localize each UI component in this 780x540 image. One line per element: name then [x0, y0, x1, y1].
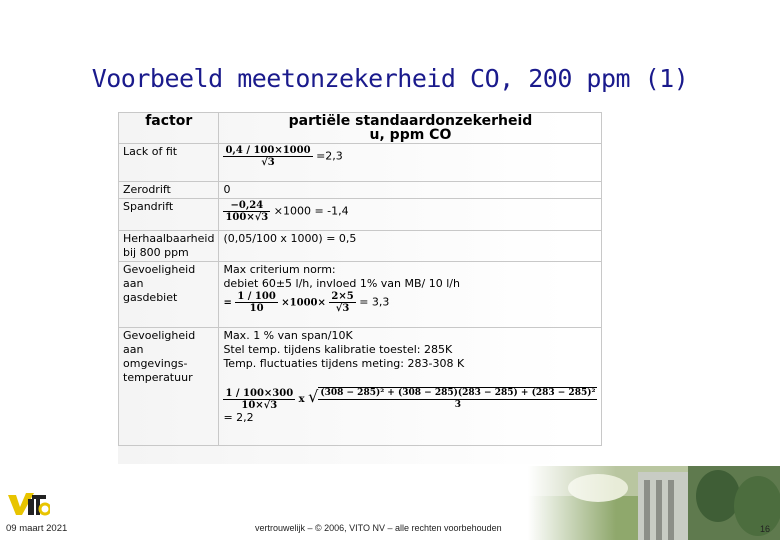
- footer-date: 09 maart 2021: [6, 523, 68, 534]
- herhaal-line2: bij 800 ppm: [123, 246, 189, 259]
- vito-logo: [6, 491, 50, 523]
- gas-eq: =: [223, 297, 232, 309]
- temp-result: = 2,2: [223, 411, 254, 424]
- table-row: [119, 231, 602, 262]
- value-zerodrift: 0: [219, 182, 602, 199]
- temp-numerator-1: 1 / 100×300: [225, 387, 294, 399]
- value-spandrift: [219, 199, 602, 231]
- table-row: [119, 328, 602, 446]
- gas-factor-line2: gasdebiet: [123, 291, 178, 304]
- temp-factor-line2: omgevings-: [123, 357, 188, 370]
- sqrt-icon: √: [308, 387, 319, 406]
- lack-of-fit-numerator: 0,4 / 100×1000: [225, 145, 311, 156]
- table-row: [119, 144, 602, 182]
- gas-fraction-2: [329, 291, 355, 314]
- photo-banner: [528, 466, 780, 540]
- header-factor: factor: [119, 113, 219, 144]
- header-partial: [219, 113, 602, 144]
- vito-logo-icon: [6, 491, 50, 519]
- temp-fraction-2: [318, 387, 597, 411]
- temp-denominator-2: 3: [454, 400, 461, 410]
- gas-numerator-1: 1 / 100: [237, 291, 276, 302]
- value-herhaalbaarheid: (0,05/100 x 1000) = 0,5: [219, 231, 602, 262]
- table-row: [119, 182, 602, 199]
- gas-fraction-1: [235, 291, 277, 314]
- temp-line2: Stel temp. tijdens kalibratie toestel: 285K: [223, 343, 453, 356]
- slide-title: Voorbeeld meetonzekerheid CO, 200 ppm (1): [91, 64, 689, 93]
- herhaal-line1: Herhaalbaarheid: [123, 232, 215, 245]
- factor-spandrift: Spandrift: [119, 199, 219, 231]
- factor-lack-of-fit: Lack of fit: [119, 144, 219, 182]
- uncertainty-table: [118, 112, 602, 446]
- page-number: 16: [760, 524, 771, 534]
- temp-line3: Temp. fluctuaties tijdens meting: 283-308 K: [223, 357, 465, 370]
- factor-zerodrift: Zerodrift: [119, 182, 219, 199]
- table-header-row: [119, 113, 602, 144]
- table-row: [119, 262, 602, 328]
- temp-factor-line1: Gevoeligheid aan: [123, 329, 196, 356]
- gas-line2: debiet 60±5 l/h, invloed 1% van MB/ 10 l/h: [223, 277, 460, 290]
- factor-gasdebiet: [119, 262, 219, 328]
- gas-factor-line1: Gevoeligheid aan: [123, 263, 196, 290]
- temp-x: x: [298, 394, 305, 405]
- temp-fraction-1: [223, 388, 295, 411]
- header-unit-label: u, ppm CO: [369, 127, 452, 143]
- temp-factor-line3: temperatuur: [123, 371, 193, 384]
- table-row: [119, 199, 602, 231]
- spandrift-result: ×1000 = -1,4: [273, 204, 349, 218]
- temp-line1: Max. 1 % van span/10K: [223, 329, 353, 342]
- spandrift-fraction: [223, 200, 270, 223]
- lack-of-fit-result: =2,3: [316, 149, 343, 163]
- lack-of-fit-denominator: √3: [261, 157, 275, 168]
- header-partial-label: partiële standaardonzekerheid: [288, 113, 533, 129]
- value-temperatuur: [219, 328, 602, 446]
- value-lack-of-fit: [219, 144, 602, 182]
- gas-mid: ×1000×: [281, 297, 326, 309]
- gas-line1: Max criterium norm:: [223, 263, 336, 276]
- value-gasdebiet: [219, 262, 602, 328]
- spandrift-numerator: −0,24: [223, 200, 270, 212]
- temp-numerator-2: (308 − 285)² + (308 − 285)(283 − 285) + (283 − 285)²: [320, 388, 596, 398]
- temp-denominator-1: 10×√3: [241, 399, 278, 411]
- factor-temperatuur: [119, 328, 219, 446]
- gas-denominator-1: 10: [249, 303, 264, 314]
- gas-result: = 3,3: [359, 295, 390, 309]
- gas-numerator-2: 2×5: [331, 291, 354, 302]
- lack-of-fit-fraction: [223, 145, 312, 168]
- factor-herhaalbaarheid: [119, 231, 219, 262]
- spandrift-denominator: 100×√3: [225, 212, 269, 223]
- gas-denominator-2: √3: [335, 303, 350, 314]
- footer-copyright: vertrouwelijk – © 2006, VITO NV – alle rechten voorbehouden: [255, 523, 502, 533]
